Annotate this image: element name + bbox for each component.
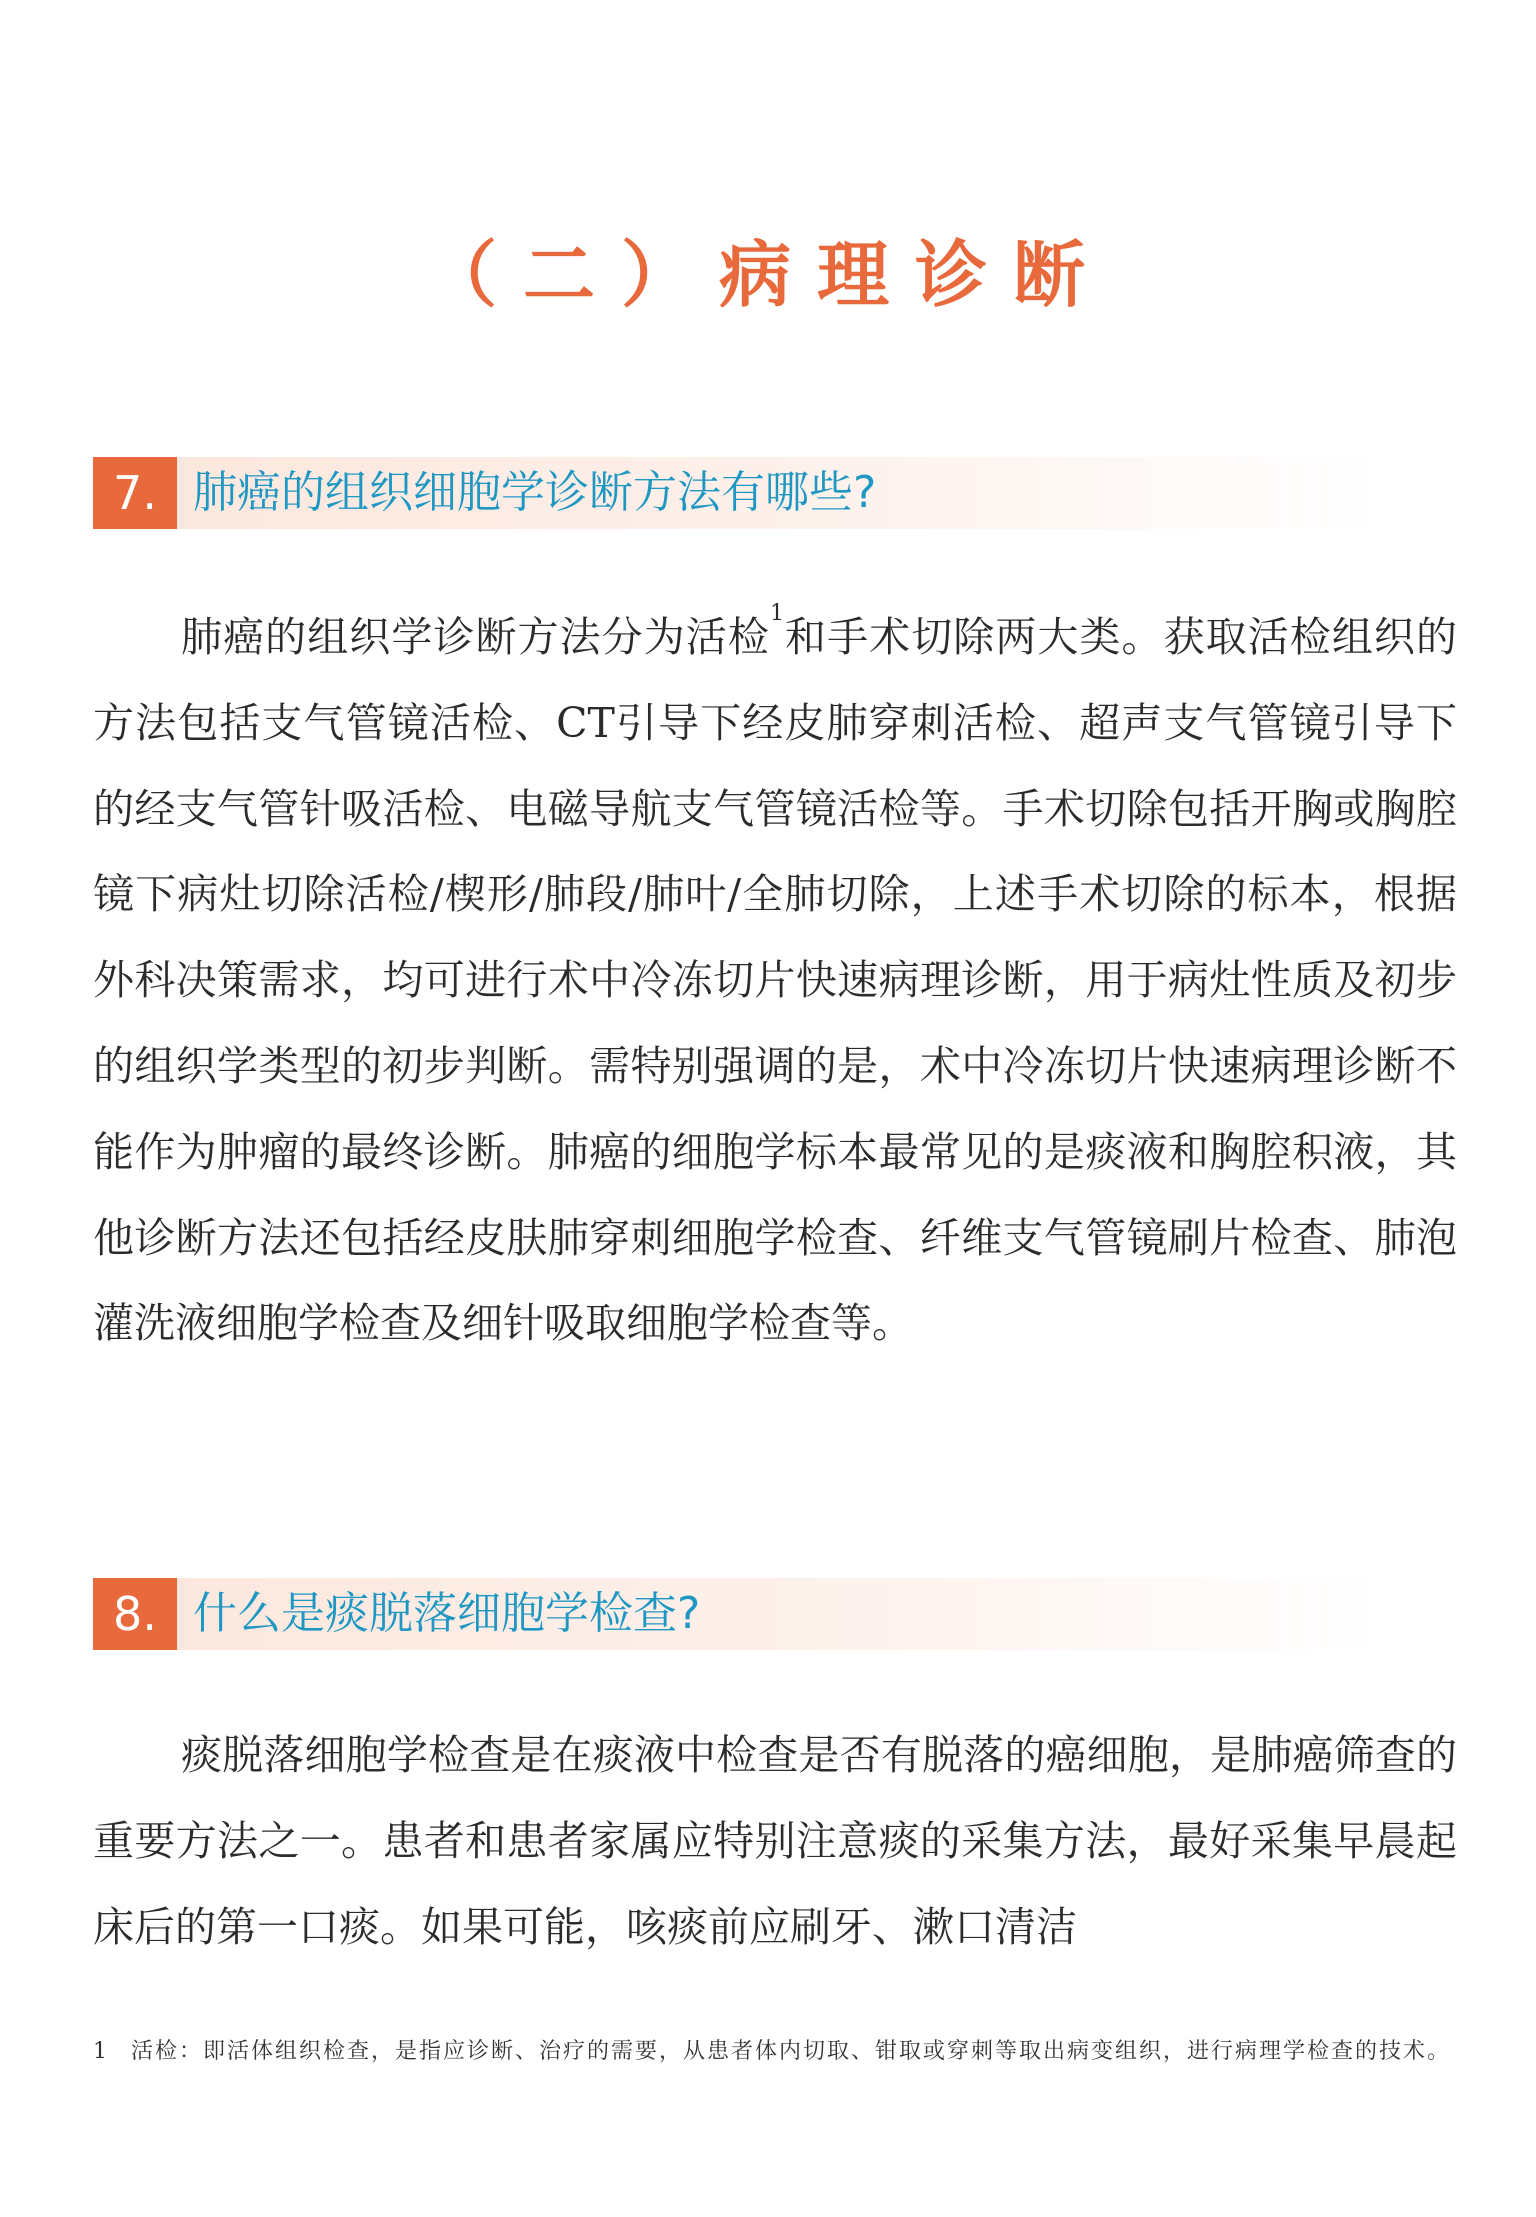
section-7-header <box>93 457 1383 529</box>
section-8-title: 什么是痰脱落细胞学检查? <box>193 1588 701 1639</box>
section-8-body: 痰脱落细胞学检查是在痰液中检查是否有脱落的癌细胞，是肺癌筛查的重要方法之一。患者和患者家属应特别注意痰的采集方法，最好采集早晨起床后的第一口痰。如果可能，咳痰前应刷牙、漱口清洁 <box>93 1731 1457 1951</box>
section-7-body-part2: 和手术切除两大类。获取活检组织的方法包括支气管镜活检、CT引导下经皮肺穿刺活检、超声支气管镜引导下的经支气管针吸活检、电磁导航支气管镜活检等。手术切除包括开胸或胸腔镜下病灶切除活检/楔形/肺段/肺叶/全肺切除，上述手术切除的标本，根据外科决策需求，均可进行术中冷冻切片快速病理诊断，用于病灶性质及初步的组织学类型的初步判断。需特别强调的是，术中冷冻切片快速病理诊断不能作为肿瘤的最终诊断。肺癌的细胞学标本最常见的是痰液和胸腔积液，其他诊断方法还包括经皮肤肺穿刺细胞学检查、纤维支气管镜刷片检查、肺泡灌洗液细胞学检查及细针吸取细胞学检查等。 <box>93 613 1458 1348</box>
chapter-title: （二）病理诊断 <box>424 233 1111 317</box>
section-7-body-part1: 肺癌的组织学诊断方法分为活检 <box>181 613 770 661</box>
section-7-body <box>93 595 1457 1367</box>
section-7-title: 肺癌的组织细胞学诊断方法有哪些? <box>193 467 877 518</box>
section-8-header <box>93 1578 1383 1650</box>
section-7-number: 7. <box>93 457 177 529</box>
footnote-reference: 1 <box>769 601 784 626</box>
footnote <box>93 2030 1457 2073</box>
footnote-text: 活检：即活体组织检查，是指应诊断、治疗的需要，从患者体内切取、钳取或穿刺等取出病变组织，进行病理学检查的技术。 <box>131 2039 1452 2064</box>
footnote-number: 1 <box>93 2039 109 2064</box>
section-8-number: 8. <box>93 1578 177 1650</box>
